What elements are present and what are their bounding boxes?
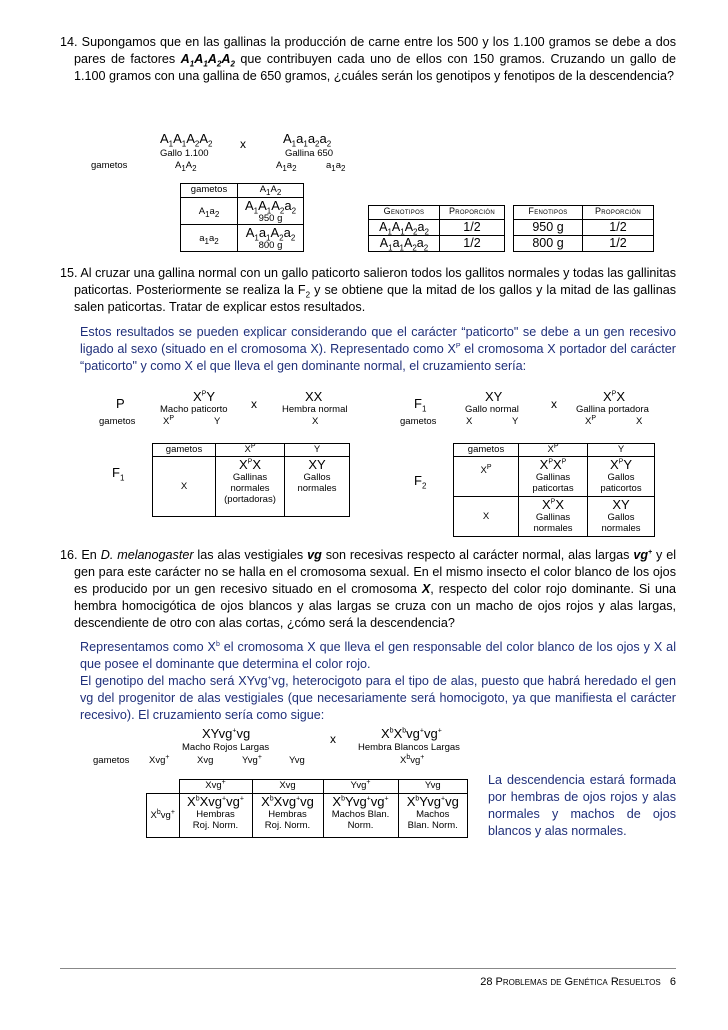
q15-p2: XX <box>305 389 323 404</box>
genotype: $A_1a_1A_2a_2$ <box>369 236 440 252</box>
q14-parent-1: $A_1A_1A_2A_2$ <box>160 131 213 149</box>
q14-gamete: $a_1a_2$ <box>326 160 346 173</box>
footer <box>480 976 676 988</box>
q15-punnett-f1: gametos $X^P$ Y X $X^PX$ Gallinas normales (portadoras) XY Gallos normales <box>152 443 350 517</box>
header: Proporción <box>440 206 505 220</box>
proportion: 1/2 <box>440 220 505 236</box>
q16-punnett: Xvg+ Xvg Yvg+ Yvg $X^bvg^+$ $X^bXvg^+vg^+$ Hembras Roj. Norm. $X^bXvg^+vg$ Hembras Roj. Norm. $X^bYvg^+vg^+$ Machos Blan. Norm. $X^bYvg^+vg$ Machos Blan. Norm. <box>146 779 468 838</box>
gamete: X <box>466 416 473 427</box>
punnett-cell: $X^bXvg^+vg$ Hembras Roj. Norm. <box>252 794 323 838</box>
q16-answer: Representamos como $X^b$ el cromosoma X que lleva el gen responsable del color blanco de los ojos y X al que posee el dominante que determina el color rojo. El genotipo del macho será XYvg+vg, heterocigoto para el tipo de alas, puesto que habrá heredado el gen vg del progenitor de alas vestigiales (que necesariamente será homocigoto, ya que manifiesta el carácter recesivo). El cruzamiento sería como sigue: <box>80 640 676 722</box>
q15-f1a: XY <box>485 389 503 404</box>
footer-rule <box>60 968 676 969</box>
punnett-header: gametos <box>181 184 238 198</box>
question-15: 15. Al cruzar una gallina normal con un gallo paticorto salieron todos los gallitos normales y todas las gallinitas paticortas. Posteriormente se realiza la $F_2$ y se obtiene que la mitad de los gallos y la mitad de las gallinas salen paticortas. Tratar de explicar estos resultados. <box>60 266 676 314</box>
genotype: $A_1A_1A_2a_2$ <box>369 220 440 236</box>
q15-f1a-label: Gallo normal <box>465 404 519 415</box>
gamete: Yvg <box>289 755 305 766</box>
q14-punnett <box>180 183 304 252</box>
cross-symbol: x <box>240 137 246 151</box>
punnett-row: $a_1a_2$ <box>181 225 238 252</box>
q14-results-table <box>368 205 654 252</box>
q15-f1b: $X^PX$ <box>603 389 626 404</box>
q15-answer: Estos resultados se pueden explicar considerando que el carácter “paticorto" se debe a un gen recesivo ligado al sexo (situado en el cromosoma X). Representado como $X^P$ el cromosoma X portador del carácter “paticorto" y como X el que lleva el gen dominante normal, el cruzamiento sería: <box>80 325 676 373</box>
q15-punnett-f2: gametos $X^P$ Y $X^P$ $X^PX^P$ Gallinas paticortas $X^PY$ Gallos paticortos X $X^PX$ Gallinas normales XY Gallos normales <box>453 443 655 537</box>
q14-gamete: $A_1A_2$ <box>175 160 197 173</box>
gamete: $X^bvg^+$ <box>400 753 425 766</box>
gamete: Yvg+ <box>242 753 262 766</box>
punnett-cell: $A_1a_1A_2a_2$ 800 g <box>238 225 304 252</box>
punnett-cell: $X^PX$ Gallinas normales <box>519 497 588 537</box>
cross-symbol: x <box>551 397 557 411</box>
punnett-cell: $A_1A_1A_2a_2$ 950 g <box>238 198 304 225</box>
q15-p1-label: Macho paticorto <box>160 404 228 415</box>
header: Genotipos <box>369 206 440 220</box>
punnett-cell: $X^bYvg^+vg$ Machos Blan. Norm. <box>398 794 468 838</box>
proportion: 1/2 <box>583 220 654 236</box>
gamete: $X^P$ <box>163 414 175 427</box>
phenotype: 800 g <box>514 236 583 252</box>
generation-F2: $F_2$ <box>414 473 427 491</box>
punnett-cell: $X^bYvg^+vg^+$ Machos Blan. Norm. <box>323 794 398 838</box>
q15-f1b-label: Gallina portadora <box>576 404 649 415</box>
header: Proporción <box>583 206 654 220</box>
gamete: Xvg+ <box>149 753 170 766</box>
q15-p1: $X^PY$ <box>193 389 216 404</box>
footer-title: 28 Problemas de Genética Resueltos <box>480 976 661 988</box>
q16-p1-label: Macho Rojos Largas <box>182 742 270 753</box>
punnett-cell: $X^PX$ Gallinas normales (portadoras) <box>216 457 285 517</box>
punnett-cell: $X^PX^P$ Gallinas paticortas <box>519 457 588 497</box>
punnett-row: $A_1a_2$ <box>181 198 238 225</box>
q14-number: 14. <box>60 35 78 49</box>
gametos-label: gametos <box>93 755 130 766</box>
q15-p2-label: Hembra normal <box>282 404 348 415</box>
cross-symbol: x <box>251 397 257 411</box>
q14-parent-2: $A_1a_1a_2a_2$ <box>283 131 332 149</box>
q16-conclusion: La descendencia estará formada por hembras de ojos rojos y alas normales y machos de ojos blancos y alas normales. <box>488 773 676 838</box>
phenotype: 950 g <box>514 220 583 236</box>
gamete: Y <box>214 416 221 427</box>
question-16: 16. En D. melanogaster las alas vestigiales vg son recesivas respecto al carácter normal, alas largas vg+ y el gen para este carácter no se halla en el cromosoma sexual. En el mismo insecto el color blanco de los ojos es producido por un gen recesivo situado en el cromosoma X, respecto del color rojo dominante. Si una hembra homocigótica de ojos blancos y alas largas se cruza con un macho de ojos rojos y alas largas, descendiente de otro con alas cortas, ¿cómo será la descendencia? <box>60 548 677 630</box>
q14-parent-2-label: Gallina 650 <box>285 148 334 159</box>
proportion: 1/2 <box>440 236 505 252</box>
header: Fenotipos <box>514 206 583 220</box>
gametos-label: gametos <box>400 416 437 427</box>
gamete: X <box>636 416 643 427</box>
question-14: 14. Supongamos que en las gallinas la producción de carne entre los 500 y los 1.100 gramos se debe a dos pares de factores $A_1A_1A_2A_2$ que contribuyen cada uno de ellos con 150 gramos. Cruzando un gallo de 1.100 gramos con una gallina de 650 gramos, ¿cuáles serán los genotipos y fenotipos de la descendencia? <box>60 35 676 83</box>
punnett-cell: XY Gallos normales <box>588 497 655 537</box>
punnett-cell: XY Gallos normales <box>285 457 350 517</box>
punnett-cell: $X^PY$ Gallos paticortos <box>588 457 655 497</box>
q16-p1: XYvg+vg <box>202 726 251 741</box>
q14-gamete: $A_1a_2$ <box>276 160 297 173</box>
proportion: 1/2 <box>583 236 654 252</box>
q14-gametos-label: gametos <box>91 160 128 171</box>
gamete: $X^P$ <box>585 414 597 427</box>
gamete: Y <box>512 416 519 427</box>
generation-F1: $F_1$ <box>414 396 427 414</box>
page-number: 6 <box>669 976 676 988</box>
cross-symbol: x <box>330 732 336 746</box>
generation-F1: $F_1$ <box>112 465 125 483</box>
q16-p2-label: Hembra Blancos Largas <box>358 742 460 753</box>
punnett-cell: $X^bXvg^+vg^+$ Hembras Roj. Norm. <box>179 794 252 838</box>
punnett-col: $A_1A_2$ <box>238 184 304 198</box>
gamete: Xvg <box>197 755 214 766</box>
gamete: X <box>312 416 319 427</box>
q14-parent-1-label: Gallo 1.100 <box>160 148 209 159</box>
gametos-label: gametos <box>99 416 136 427</box>
q16-p2: $X^bX^bvg^+vg^+$ <box>381 726 442 741</box>
generation-P: P <box>116 396 125 411</box>
